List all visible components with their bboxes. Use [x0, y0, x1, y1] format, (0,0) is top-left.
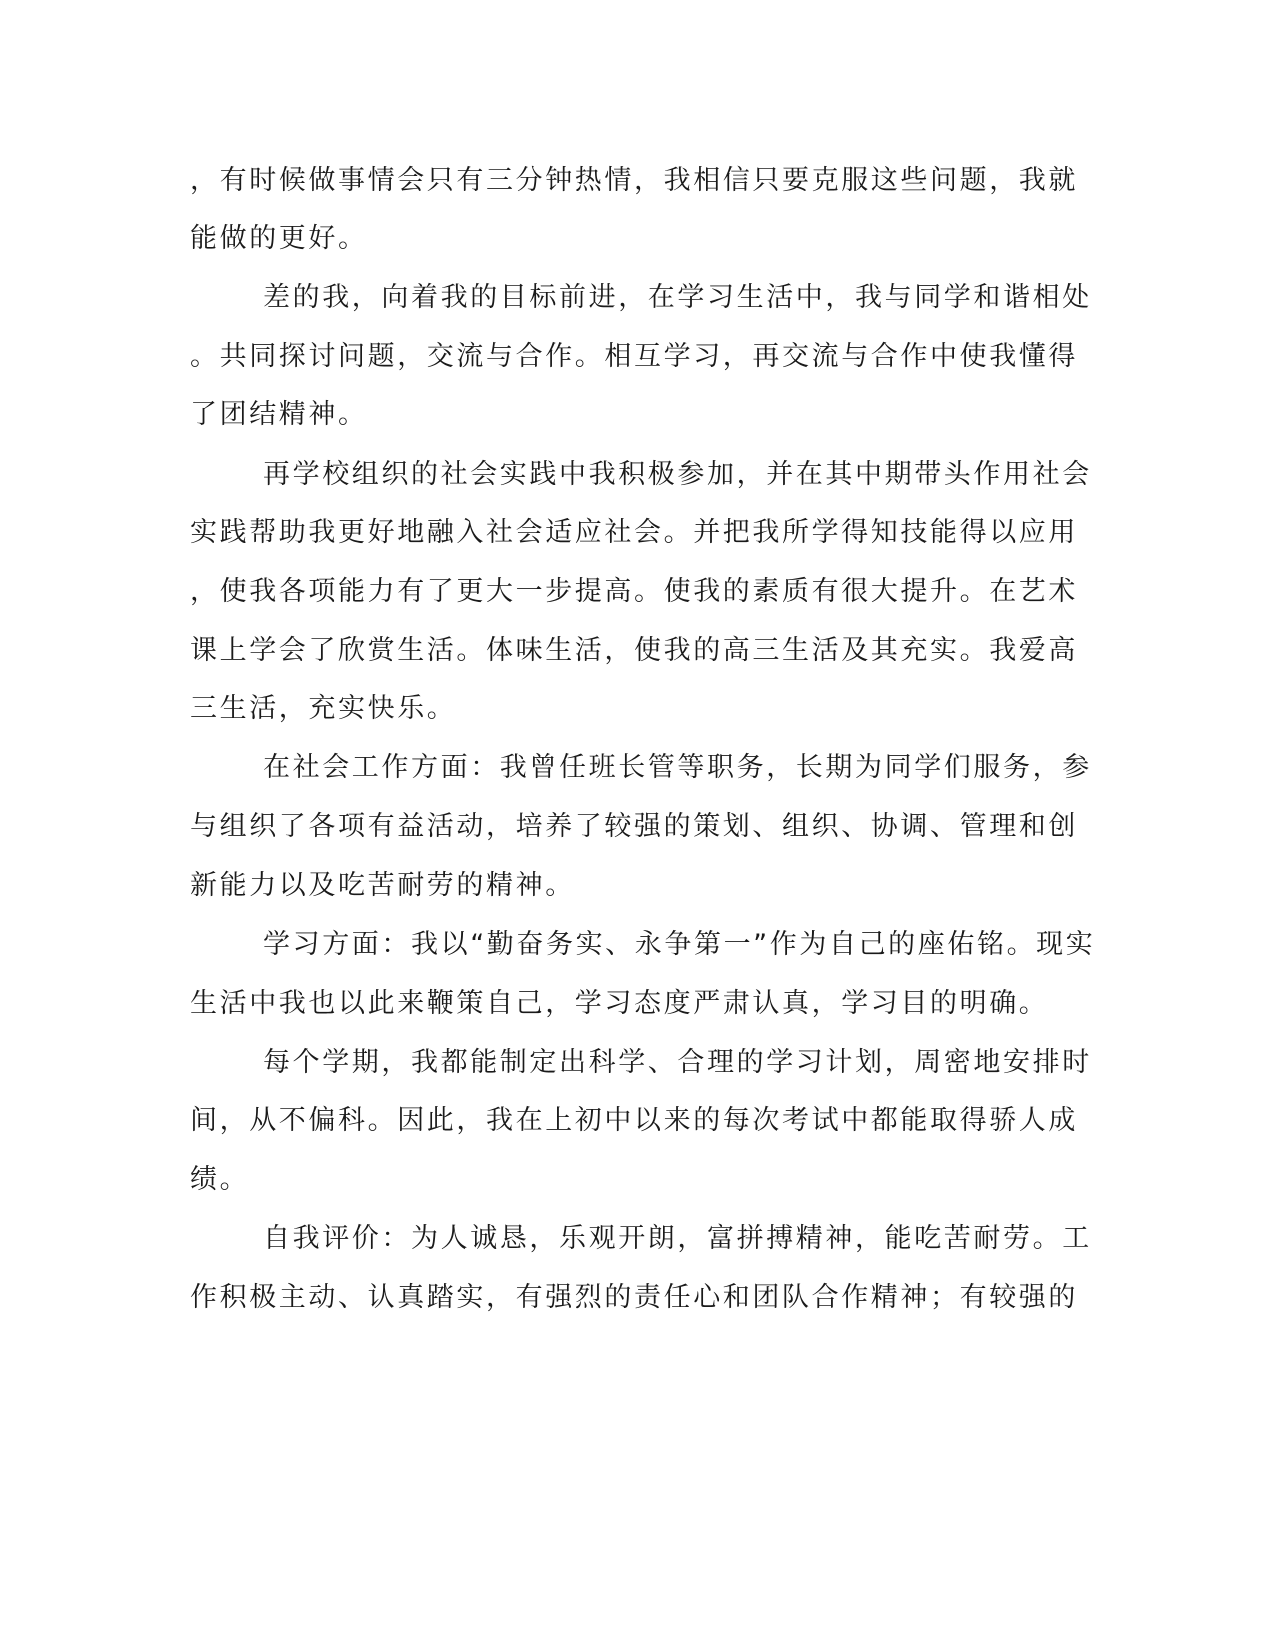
text-line: 与组织了各项有益活动，培养了较强的策划、组织、协调、管理和创	[190, 811, 1078, 842]
paragraph-first-line: 自我评价：为人诚恳，乐观开朗，富拼搏精神，能吃苦耐劳。工	[263, 1223, 1092, 1254]
text-line: 能做的更好。	[190, 223, 368, 254]
paragraph-first-line: 再学校组织的社会实践中我积极参加，并在其中期带头作用社会	[263, 459, 1092, 490]
text-line: 实践帮助我更好地融入社会适应社会。并把我所学得知技能得以应用	[190, 517, 1078, 548]
paragraph-first-line: 每个学期，我都能制定出科学、合理的学习计划，周密地安排时	[263, 1047, 1092, 1078]
paragraph-first-line: 在社会工作方面：我曾任班长管等职务，长期为同学们服务，参	[263, 752, 1092, 783]
text-line: 间，从不偏科。因此，我在上初中以来的每次考试中都能取得骄人成	[190, 1105, 1078, 1136]
paragraph-first-line: 差的我，向着我的目标前进，在学习生活中，我与同学和谐相处	[263, 282, 1092, 313]
text-line: 。共同探讨问题，交流与合作。相互学习，再交流与合作中使我懂得	[190, 341, 1078, 372]
text-line: 作积极主动、认真踏实，有强烈的责任心和团队合作精神；有较强的	[190, 1282, 1078, 1313]
text-line: 三生活，充实快乐。	[190, 693, 457, 724]
text-line: 绩。	[190, 1164, 250, 1195]
text-line: 了团结精神。	[190, 399, 368, 430]
text-line: ，使我各项能力有了更大一步提高。使我的素质有很大提升。在艺术	[190, 576, 1078, 607]
paragraph-first-line: 学习方面：我以“勤奋务实、永争第一”作为自己的座佑铭。现实	[263, 929, 1096, 960]
text-line: 新能力以及吃苦耐劳的精神。	[190, 870, 575, 901]
text-line: 生活中我也以此来鞭策自己，学习态度严肃认真，学习目的明确。	[190, 988, 1049, 1019]
text-line: ，有时候做事情会只有三分钟热情，我相信只要克服这些问题，我就	[190, 165, 1078, 196]
text-line: 课上学会了欣赏生活。体味生活，使我的高三生活及其充实。我爱高	[190, 635, 1078, 666]
